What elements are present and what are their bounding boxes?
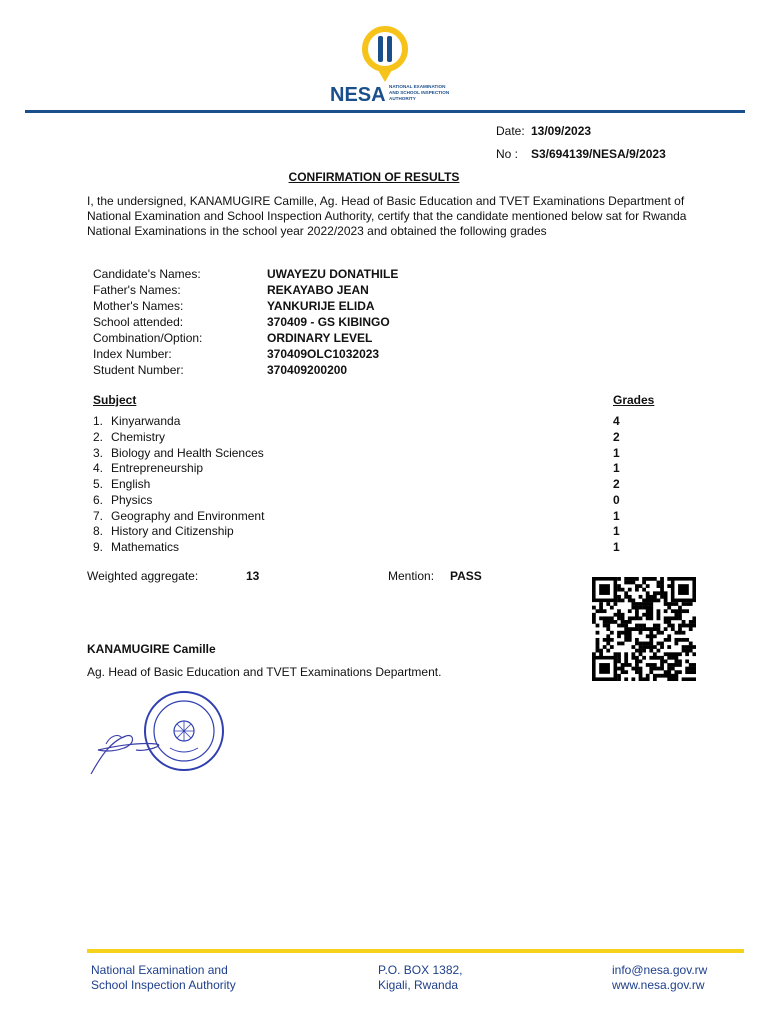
document-title: CONFIRMATION OF RESULTS: [288, 170, 460, 184]
subject-number: 6.: [93, 493, 104, 507]
subject-grade: 1: [613, 446, 620, 460]
signatory-name: KANAMUGIRE Camille: [87, 642, 216, 656]
subject-name: English: [111, 477, 151, 491]
subject-name: Biology and Health Sciences: [111, 446, 264, 460]
aggregate-label: Weighted aggregate:: [87, 569, 199, 583]
subject-grade: 2: [613, 477, 620, 491]
grades-column-header: Grades: [613, 393, 655, 407]
footer-contact: [612, 963, 707, 993]
subject-name: History and Citizenship: [111, 524, 234, 538]
subject-grade: 1: [613, 461, 620, 475]
subject-name: Mathematics: [111, 540, 180, 554]
subject-grade: 1: [613, 540, 620, 554]
mention-label: Mention:: [388, 569, 435, 583]
father-name-label: Father's Names:: [93, 283, 181, 297]
candidate-name-value: UWAYEZU DONATHILE: [267, 267, 399, 281]
header-divider: [25, 110, 745, 113]
footer-address: [378, 963, 463, 993]
mother-name-label: Mother's Names:: [93, 299, 184, 313]
father-name-value: REKAYABO JEAN: [267, 283, 369, 297]
subject-grade: 4: [613, 414, 620, 428]
subject-name: Physics: [111, 493, 153, 507]
candidate-name-label: Candidate's Names:: [93, 267, 201, 281]
subject-number: 8.: [93, 524, 104, 538]
footer-divider: [87, 949, 744, 953]
subject-number: 3.: [93, 446, 104, 460]
subject-name: Entrepreneurship: [111, 461, 204, 475]
school-value: 370409 - GS KIBINGO: [267, 315, 390, 329]
subject-grade: 1: [613, 509, 620, 523]
subject-number: 2.: [93, 430, 104, 444]
aggregate-value: 13: [246, 569, 260, 583]
subject-grade: 1: [613, 524, 620, 538]
logo-subtitle-3: AUTHORITY: [389, 96, 416, 101]
subject-number: 9.: [93, 540, 104, 554]
student-number-value: 370409200200: [267, 363, 348, 377]
footer-address-line-1: P.O. BOX 1382,: [378, 963, 463, 977]
mention-value: PASS: [450, 569, 482, 583]
footer-org-line-2: School Inspection Authority: [91, 978, 236, 992]
footer-org-line-1: National Examination and: [91, 963, 228, 977]
student-number-label: Student Number:: [93, 363, 184, 377]
subject-number: 5.: [93, 477, 104, 491]
index-number-label: Index Number:: [93, 347, 172, 361]
subject-number: 1.: [93, 414, 104, 428]
footer-organization: [91, 963, 236, 993]
footer-address-line-2: Kigali, Rwanda: [378, 978, 459, 992]
subject-number: 7.: [93, 509, 104, 523]
date-value: 13/09/2023: [531, 124, 592, 138]
ref-number-label: No :: [496, 147, 519, 161]
index-number-value: 370409OLC1032023: [267, 347, 380, 361]
school-label: School attended:: [93, 315, 184, 329]
signatory-position: Ag. Head of Basic Education and TVET Examinations Department.: [87, 665, 442, 679]
subject-grade: 2: [613, 430, 620, 444]
logo-subtitle-2: AND SCHOOL INSPECTION: [389, 90, 450, 95]
date-label: Date:: [496, 124, 525, 138]
subject-name: Kinyarwanda: [111, 414, 181, 428]
certification-paragraph: I, the undersigned, KANAMUGIRE Camille, Ag. Head of Basic Education and TVET Examinations Department of National Examination and School Inspection Authority, certify that the candidate mentioned below sat for Rwanda National Examinations in the school year 2022/2023 and obtained the following grades: [87, 194, 687, 238]
verification-qr-code: [592, 577, 696, 681]
subject-number: 4.: [93, 461, 104, 475]
subject-grade: 0: [613, 493, 620, 507]
subject-column-header: Subject: [93, 393, 137, 407]
ref-number-value: S3/694139/NESA/9/2023: [531, 147, 666, 161]
logo-subtitle-1: NATIONAL EXAMINATION: [389, 84, 446, 89]
nesa-logo: [322, 24, 457, 106]
subject-name: Chemistry: [111, 430, 166, 444]
combination-label: Combination/Option:: [93, 331, 203, 345]
logo-wordmark: NESA: [330, 84, 386, 106]
subject-name: Geography and Environment: [111, 509, 265, 523]
footer-website-link[interactable]: www.nesa.gov.rw: [612, 978, 705, 992]
mother-name-value: YANKURIJE ELIDA: [267, 299, 375, 313]
official-stamp-and-signature: [86, 686, 226, 781]
combination-value: ORDINARY LEVEL: [267, 331, 373, 345]
footer-email-link[interactable]: info@nesa.gov.rw: [612, 963, 708, 977]
